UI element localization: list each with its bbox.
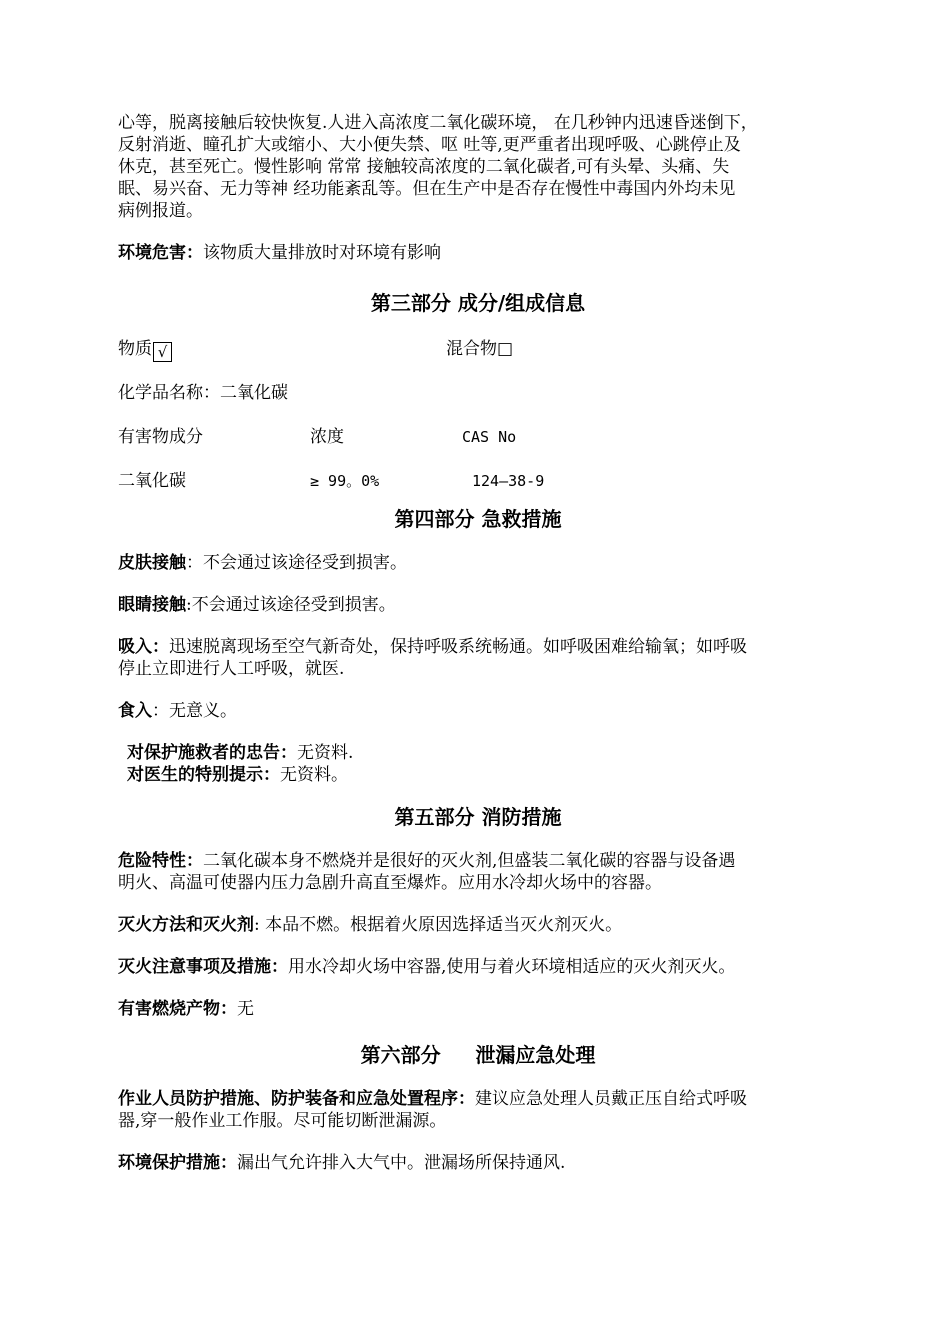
field-value: ：不会通过该途径受到损害。 (186, 553, 407, 573)
field-label: 皮肤接触 (118, 553, 186, 573)
firefighting-precautions (118, 956, 838, 978)
environment-hazard (118, 242, 838, 264)
field-label: 作业人员防护措施、防护装备和应急处置程序： (118, 1089, 475, 1109)
environmental-protection (118, 1152, 838, 1174)
substance-type-row (118, 338, 838, 360)
section-4-title: 第四部分 急救措施 (394, 507, 562, 531)
skin-contact (118, 552, 838, 574)
header-component: 有害物成分 (118, 427, 203, 447)
field-value: : 本品不燃。根据着火原因选择适当灭火剂灭火。 (254, 915, 623, 935)
document-page (118, 112, 838, 1194)
inhalation (118, 636, 838, 680)
composition-header-row (118, 426, 838, 448)
field-label: 化学品名称： (118, 383, 220, 403)
field-value: 建议应急处理人员戴正压自给式呼吸 (475, 1089, 747, 1109)
field-value: 用水冷却火场中容器,使用与着火环境相适应的灭火剂灭火。 (288, 957, 736, 977)
cell-cas: 124—38-9 (472, 472, 545, 490)
field-label: 灭火注意事项及措施： (118, 957, 288, 977)
substance-label: 物质 (118, 339, 152, 359)
text-line: 器,穿一般作业工作服。尽可能切断泄漏源。 (118, 1111, 447, 1131)
field-value: 漏出气允许排入大气中。泄漏场所保持通风. (237, 1153, 566, 1173)
text-line (118, 850, 838, 872)
text-line: 病例报道。 (118, 201, 203, 221)
text-line (118, 636, 838, 658)
mixture-option: 混合物□ (446, 339, 514, 359)
text-line: 眠、易兴奋、无力等神 经功能紊乱等。但在生产中是否存在慢性中毒国内外均未见 (118, 179, 736, 199)
cell-component: 二氧化碳 (118, 471, 186, 491)
rescuer-advice (127, 742, 838, 764)
text-line: 心等，脱离接触后较快恢复.人进入高浓度二氧化碳环境， 在几秒钟内迅速昏迷倒下， (118, 113, 758, 133)
text-line: 休克，甚至死亡。慢性影响 常常 接触较高浓度的二氧化碳者,可有头晕、头痛、失 (118, 157, 730, 177)
field-value: 无 (237, 999, 254, 1019)
field-value: 二氧化碳本身不燃烧并是很好的灭火剂,但盛装二氧化碳的容器与设备遇 (203, 851, 736, 871)
field-label: 眼睛接触 (118, 595, 186, 615)
rescuer-notes (118, 742, 838, 786)
field-label: 对保护施救者的忠告： (127, 743, 297, 763)
field-value: 无资料. (297, 743, 354, 763)
text-line: 明火、高温可使器内压力急剧升高直至爆炸。应用水冷却火场中的容器。 (118, 873, 662, 893)
field-label: 灭火方法和灭火剂 (118, 915, 254, 935)
field-label: 对医生的特别提示： (127, 765, 280, 785)
ingestion (118, 700, 838, 722)
field-value: 无资料。 (280, 765, 348, 785)
substance-checkbox: √ (153, 342, 172, 362)
header-cas: CAS No (462, 428, 517, 446)
composition-data-row (118, 470, 838, 492)
section-3-title: 第三部分 成分/组成信息 (370, 291, 586, 315)
field-value: :不会通过该途径受到损害。 (186, 595, 396, 615)
doctor-notice (127, 764, 838, 786)
field-value: 迅速脱离现场至空气新奇处，保持呼吸系统畅通。如呼吸困难给输氧；如呼吸 (169, 637, 747, 657)
section-5-title: 第五部分 消防措施 (394, 805, 562, 829)
section-6-title: 第六部分 泄漏应急处理 (360, 1043, 596, 1067)
substance-option (118, 338, 172, 362)
field-label: 有害燃烧产物： (118, 999, 237, 1019)
field-value: ：无意义。 (152, 701, 237, 721)
health-hazard-paragraph (118, 112, 838, 222)
text-line: 反射消逝、瞳孔扩大或缩小、大小便失禁、呕 吐等,更严重者出现呼吸、心跳停止及 (118, 135, 741, 155)
field-label: 食入 (118, 701, 152, 721)
field-label: 危险特性： (118, 851, 203, 871)
personnel-protection (118, 1088, 838, 1132)
combustion-products (118, 998, 838, 1020)
text-line (118, 1088, 838, 1110)
field-label: 环境危害： (118, 243, 203, 263)
extinguishing-method (118, 914, 838, 936)
header-concentration: 浓度 (310, 427, 344, 447)
hazard-characteristics (118, 850, 838, 894)
field-label: 环境保护措施： (118, 1153, 237, 1173)
field-value: 二氧化碳 (220, 383, 288, 403)
text-line: 停止立即进行人工呼吸，就医. (118, 659, 345, 679)
field-value: 该物质大量排放时对环境有影响 (203, 243, 441, 263)
chemical-name (118, 382, 838, 404)
eye-contact (118, 594, 838, 616)
field-label: 吸入： (118, 637, 169, 657)
cell-concentration: ≥ 99。0% (310, 472, 380, 490)
